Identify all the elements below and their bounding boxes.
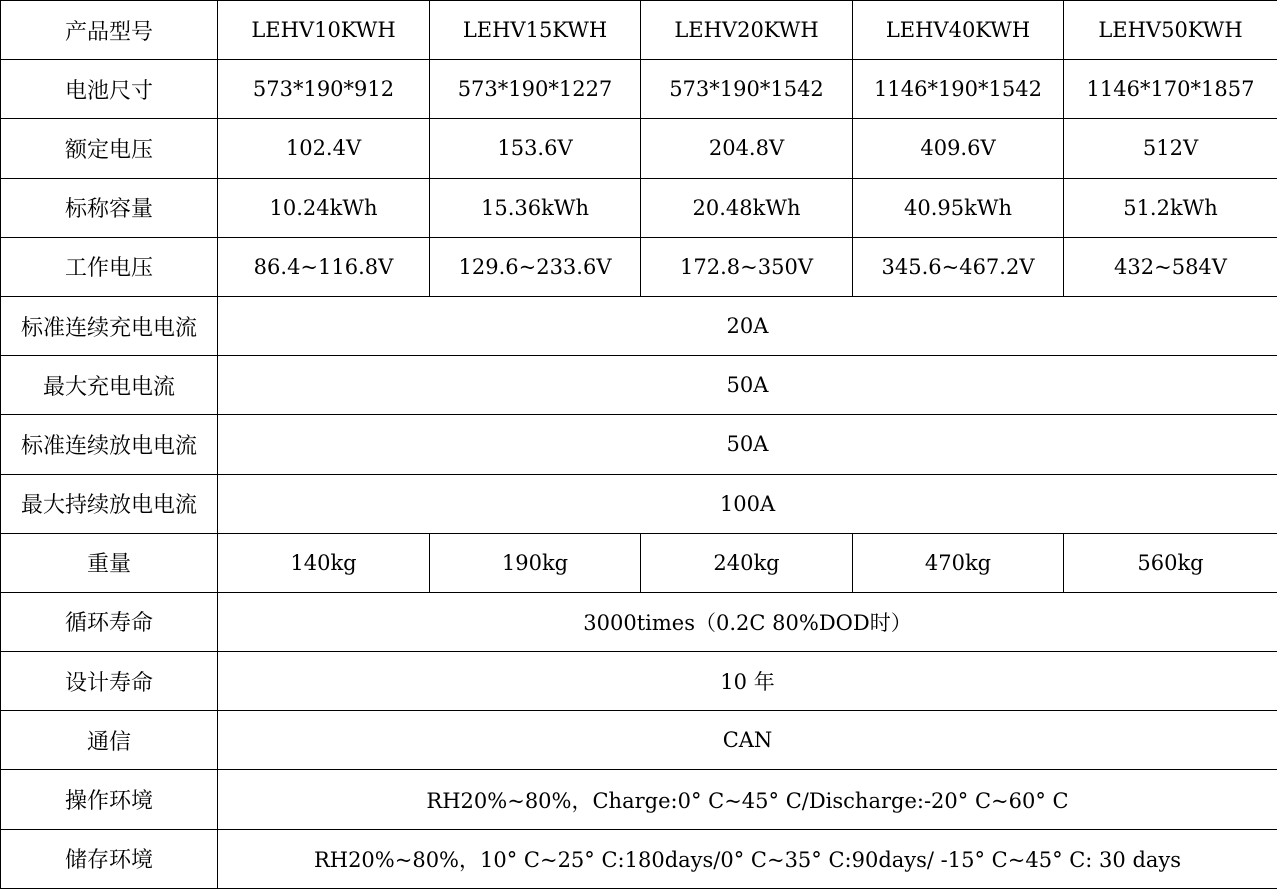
nominal-capacity-1: 10.24kWh	[218, 178, 430, 237]
row-working-voltage	[1, 237, 1277, 296]
model-4: LEHV40KWH	[853, 1, 1064, 60]
working-voltage-2: 129.6~233.6V	[430, 237, 641, 296]
row-model	[1, 1, 1277, 60]
label-weight: 重量	[1, 533, 218, 592]
label-operating-env: 操作环境	[1, 770, 218, 829]
std-charge-current-value: 20A	[218, 296, 1277, 355]
battery-size-4: 1146*190*1542	[853, 60, 1064, 119]
row-cycle-life	[1, 592, 1277, 651]
rated-voltage-4: 409.6V	[853, 119, 1064, 178]
label-working-voltage: 工作电压	[1, 237, 218, 296]
label-communication: 通信	[1, 711, 218, 770]
design-life-value: 10 年	[218, 652, 1277, 711]
working-voltage-1: 86.4~116.8V	[218, 237, 430, 296]
row-rated-voltage	[1, 119, 1277, 178]
label-model: 产品型号	[1, 1, 218, 60]
row-battery-size	[1, 60, 1277, 119]
row-std-charge-current	[1, 296, 1277, 355]
row-weight	[1, 533, 1277, 592]
label-std-discharge-current: 标准连续放电电流	[1, 415, 218, 474]
row-std-discharge-current	[1, 415, 1277, 474]
model-1: LEHV10KWH	[218, 1, 430, 60]
row-nominal-capacity	[1, 178, 1277, 237]
battery-size-1: 573*190*912	[218, 60, 430, 119]
label-std-charge-current: 标准连续充电电流	[1, 296, 218, 355]
nominal-capacity-5: 51.2kWh	[1064, 178, 1277, 237]
working-voltage-3: 172.8~350V	[641, 237, 853, 296]
nominal-capacity-2: 15.36kWh	[430, 178, 641, 237]
operating-env-value: RH20%~80%，Charge:0° C~45° C/Discharge:-20° C~60° C	[218, 770, 1277, 829]
max-charge-current-value: 50A	[218, 356, 1277, 415]
storage-env-value: RH20%~80%，10° C~25° C:180days/0° C~35° C:90days/ -15° C~45° C: 30 days	[218, 829, 1277, 888]
label-cycle-life: 循环寿命	[1, 592, 218, 651]
label-storage-env: 储存环境	[1, 829, 218, 888]
model-5: LEHV50KWH	[1064, 1, 1277, 60]
model-2: LEHV15KWH	[430, 1, 641, 60]
row-max-discharge-current	[1, 474, 1277, 533]
battery-size-2: 573*190*1227	[430, 60, 641, 119]
label-nominal-capacity: 标称容量	[1, 178, 218, 237]
label-rated-voltage: 额定电压	[1, 119, 218, 178]
rated-voltage-5: 512V	[1064, 119, 1277, 178]
weight-3: 240kg	[641, 533, 853, 592]
std-discharge-current-value: 50A	[218, 415, 1277, 474]
rated-voltage-1: 102.4V	[218, 119, 430, 178]
weight-5: 560kg	[1064, 533, 1277, 592]
weight-1: 140kg	[218, 533, 430, 592]
working-voltage-4: 345.6~467.2V	[853, 237, 1064, 296]
nominal-capacity-4: 40.95kWh	[853, 178, 1064, 237]
working-voltage-5: 432~584V	[1064, 237, 1277, 296]
row-design-life	[1, 652, 1277, 711]
row-max-charge-current	[1, 356, 1277, 415]
rated-voltage-2: 153.6V	[430, 119, 641, 178]
battery-size-5: 1146*170*1857	[1064, 60, 1277, 119]
label-design-life: 设计寿命	[1, 652, 218, 711]
row-storage-env	[1, 829, 1277, 888]
cycle-life-value: 3000times（0.2C 80%DOD时）	[218, 592, 1277, 651]
label-max-charge-current: 最大充电电流	[1, 356, 218, 415]
battery-size-3: 573*190*1542	[641, 60, 853, 119]
label-max-discharge-current: 最大持续放电电流	[1, 474, 218, 533]
model-3: LEHV20KWH	[641, 1, 853, 60]
row-communication	[1, 711, 1277, 770]
communication-value: CAN	[218, 711, 1277, 770]
weight-2: 190kg	[430, 533, 641, 592]
weight-4: 470kg	[853, 533, 1064, 592]
max-discharge-current-value: 100A	[218, 474, 1277, 533]
row-operating-env	[1, 770, 1277, 829]
label-battery-size: 电池尺寸	[1, 60, 218, 119]
nominal-capacity-3: 20.48kWh	[641, 178, 853, 237]
rated-voltage-3: 204.8V	[641, 119, 853, 178]
